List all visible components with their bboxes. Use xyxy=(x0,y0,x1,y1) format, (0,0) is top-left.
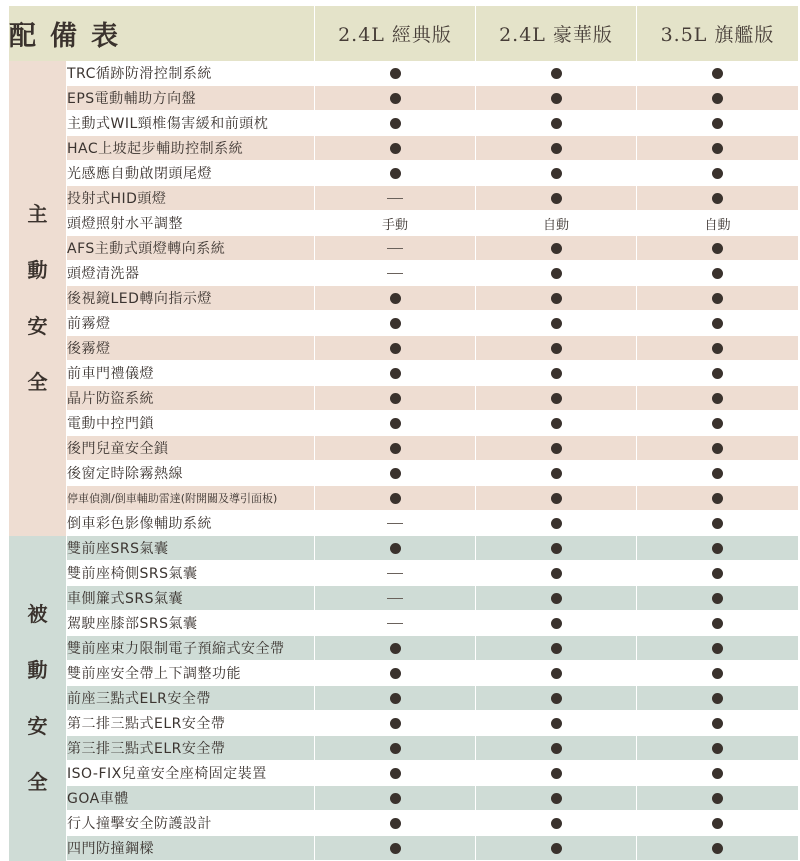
feature-name: 光感應自動啟閉頭尾燈 xyxy=(67,161,315,186)
standard-dot-icon xyxy=(712,93,723,104)
feature-name: 前霧燈 xyxy=(67,311,315,336)
not-available-cell xyxy=(315,261,476,286)
standard-dot-icon xyxy=(551,118,562,129)
standard-dot-cell xyxy=(315,436,476,461)
table-row xyxy=(9,186,799,211)
standard-dot-icon xyxy=(712,743,723,754)
standard-dot-icon xyxy=(551,143,562,154)
standard-dot-cell xyxy=(637,161,799,186)
standard-dot-icon xyxy=(390,468,401,479)
standard-dot-icon xyxy=(551,643,562,654)
table-row xyxy=(9,586,799,611)
table-row xyxy=(9,361,799,386)
standard-dot-cell xyxy=(315,711,476,736)
standard-dot-cell xyxy=(637,411,799,436)
standard-dot-cell xyxy=(315,536,476,561)
standard-dot-cell xyxy=(637,186,799,211)
standard-dot-icon xyxy=(551,418,562,429)
standard-dot-cell xyxy=(476,711,637,736)
standard-dot-icon xyxy=(390,643,401,654)
feature-name: AFS主動式頭燈轉向系統 xyxy=(67,236,315,261)
category-label: 主動安全 xyxy=(27,202,48,395)
standard-dot-cell xyxy=(637,786,799,811)
table-row xyxy=(9,611,799,636)
standard-dot-cell xyxy=(637,136,799,161)
standard-dot-icon xyxy=(390,418,401,429)
table-row xyxy=(9,136,799,161)
standard-dot-icon xyxy=(551,818,562,829)
standard-dot-icon xyxy=(551,668,562,679)
standard-dot-icon xyxy=(712,593,723,604)
standard-dot-cell xyxy=(637,586,799,611)
standard-dot-icon xyxy=(551,443,562,454)
standard-dot-cell xyxy=(476,311,637,336)
table-row xyxy=(9,536,799,561)
table-title: 配備表 xyxy=(9,6,315,61)
category-active-safety xyxy=(9,61,67,536)
feature-name: EPS電動輔助方向盤 xyxy=(67,86,315,111)
standard-dot-cell xyxy=(476,386,637,411)
standard-dot-cell xyxy=(315,111,476,136)
standard-dot-icon xyxy=(390,68,401,79)
standard-dot-cell xyxy=(476,486,637,511)
feature-name: 後視鏡LED轉向指示燈 xyxy=(67,286,315,311)
standard-dot-cell xyxy=(315,361,476,386)
standard-dot-cell xyxy=(637,86,799,111)
feature-name: 前車門禮儀燈 xyxy=(67,361,315,386)
standard-dot-icon xyxy=(390,743,401,754)
standard-dot-cell xyxy=(637,736,799,761)
table-row xyxy=(9,811,799,836)
standard-dot-icon xyxy=(551,493,562,504)
dash-icon xyxy=(387,573,403,574)
standard-dot-cell xyxy=(476,161,637,186)
standard-dot-icon xyxy=(551,543,562,554)
table-row xyxy=(9,161,799,186)
standard-dot-cell xyxy=(315,661,476,686)
standard-dot-icon xyxy=(712,368,723,379)
standard-dot-icon xyxy=(712,193,723,204)
table-row xyxy=(9,436,799,461)
table-row xyxy=(9,86,799,111)
table-row xyxy=(9,711,799,736)
standard-dot-cell xyxy=(476,436,637,461)
standard-dot-cell xyxy=(315,86,476,111)
standard-dot-icon xyxy=(551,268,562,279)
standard-dot-icon xyxy=(390,368,401,379)
not-available-cell xyxy=(315,611,476,636)
table-row xyxy=(9,686,799,711)
standard-dot-cell xyxy=(476,411,637,436)
standard-dot-icon xyxy=(390,543,401,554)
standard-dot-cell xyxy=(637,611,799,636)
dash-icon xyxy=(387,273,403,274)
feature-name: 後窗定時除霧熱線 xyxy=(67,461,315,486)
standard-dot-cell xyxy=(637,261,799,286)
standard-dot-icon xyxy=(712,543,723,554)
not-available-cell xyxy=(315,511,476,536)
standard-dot-icon xyxy=(712,293,723,304)
not-available-cell xyxy=(315,236,476,261)
standard-dot-cell xyxy=(637,836,799,861)
feature-name: 雙前座安全帶上下調整功能 xyxy=(67,661,315,686)
standard-dot-icon xyxy=(390,168,401,179)
standard-dot-icon xyxy=(551,168,562,179)
standard-dot-icon xyxy=(712,268,723,279)
standard-dot-icon xyxy=(390,668,401,679)
standard-dot-cell xyxy=(315,736,476,761)
standard-dot-cell xyxy=(476,261,637,286)
standard-dot-cell xyxy=(637,111,799,136)
standard-dot-cell xyxy=(637,486,799,511)
table-row xyxy=(9,236,799,261)
standard-dot-icon xyxy=(712,518,723,529)
standard-dot-icon xyxy=(712,468,723,479)
feature-name: 第二排三點式ELR安全帶 xyxy=(67,711,315,736)
feature-name: 雙前座束力限制電子預縮式安全帶 xyxy=(67,636,315,661)
standard-dot-cell xyxy=(315,786,476,811)
not-available-cell xyxy=(315,586,476,611)
feature-name: 停車偵測/倒車輔助雷達(附開關及導引面板) xyxy=(67,486,315,511)
standard-dot-cell xyxy=(315,286,476,311)
table-row xyxy=(9,386,799,411)
value-text: 手動 xyxy=(381,217,408,233)
standard-dot-cell xyxy=(315,336,476,361)
table-row xyxy=(9,411,799,436)
standard-dot-cell xyxy=(476,761,637,786)
standard-dot-icon xyxy=(390,693,401,704)
standard-dot-cell xyxy=(476,836,637,861)
standard-dot-cell xyxy=(637,461,799,486)
table-row xyxy=(9,311,799,336)
table-row xyxy=(9,261,799,286)
feature-name: 第三排三點式ELR安全帶 xyxy=(67,736,315,761)
standard-dot-cell xyxy=(637,686,799,711)
standard-dot-cell xyxy=(315,411,476,436)
standard-dot-icon xyxy=(551,193,562,204)
standard-dot-icon xyxy=(712,318,723,329)
standard-dot-icon xyxy=(712,68,723,79)
standard-dot-icon xyxy=(712,793,723,804)
standard-dot-icon xyxy=(712,493,723,504)
standard-dot-cell xyxy=(476,361,637,386)
equipment-table xyxy=(8,6,799,861)
feature-name: HAC上坡起步輔助控制系統 xyxy=(67,136,315,161)
standard-dot-cell xyxy=(315,486,476,511)
standard-dot-icon xyxy=(712,668,723,679)
standard-dot-icon xyxy=(551,518,562,529)
standard-dot-cell xyxy=(637,661,799,686)
standard-dot-icon xyxy=(390,343,401,354)
feature-name: 四門防撞鋼樑 xyxy=(67,836,315,861)
dash-icon xyxy=(387,198,403,199)
feature-name: 頭燈照射水平調整 xyxy=(67,211,315,236)
dash-icon xyxy=(387,598,403,599)
standard-dot-cell xyxy=(637,236,799,261)
feature-name: 後霧燈 xyxy=(67,336,315,361)
table-row xyxy=(9,736,799,761)
standard-dot-icon xyxy=(390,118,401,129)
standard-dot-cell xyxy=(476,561,637,586)
value-text-cell xyxy=(476,211,637,236)
feature-name: 前座三點式ELR安全帶 xyxy=(67,686,315,711)
version-header-3: 3.5L 旗艦版 xyxy=(637,6,799,61)
standard-dot-icon xyxy=(551,743,562,754)
standard-dot-icon xyxy=(551,243,562,254)
table-row xyxy=(9,836,799,861)
standard-dot-cell xyxy=(637,436,799,461)
standard-dot-cell xyxy=(637,511,799,536)
standard-dot-icon xyxy=(551,843,562,854)
standard-dot-icon xyxy=(712,568,723,579)
feature-name: 電動中控門鎖 xyxy=(67,411,315,436)
standard-dot-cell xyxy=(476,236,637,261)
standard-dot-cell xyxy=(637,61,799,86)
table-body xyxy=(9,61,799,861)
standard-dot-cell xyxy=(476,661,637,686)
standard-dot-cell xyxy=(637,361,799,386)
standard-dot-icon xyxy=(712,618,723,629)
standard-dot-cell xyxy=(476,336,637,361)
standard-dot-icon xyxy=(551,393,562,404)
standard-dot-icon xyxy=(390,443,401,454)
standard-dot-icon xyxy=(390,793,401,804)
table-row xyxy=(9,461,799,486)
standard-dot-cell xyxy=(315,761,476,786)
table-row xyxy=(9,636,799,661)
standard-dot-icon xyxy=(551,343,562,354)
standard-dot-cell xyxy=(315,311,476,336)
feature-name: 頭燈清洗器 xyxy=(67,261,315,286)
standard-dot-cell xyxy=(476,461,637,486)
standard-dot-icon xyxy=(390,493,401,504)
table-row xyxy=(9,761,799,786)
standard-dot-cell xyxy=(637,561,799,586)
standard-dot-icon xyxy=(551,793,562,804)
standard-dot-icon xyxy=(390,768,401,779)
feature-name: 後門兒童安全鎖 xyxy=(67,436,315,461)
table-row xyxy=(9,786,799,811)
standard-dot-cell xyxy=(637,336,799,361)
standard-dot-icon xyxy=(712,393,723,404)
standard-dot-icon xyxy=(712,693,723,704)
standard-dot-icon xyxy=(390,818,401,829)
version-header-2: 2.4L 豪華版 xyxy=(476,6,637,61)
standard-dot-cell xyxy=(476,586,637,611)
standard-dot-icon xyxy=(551,693,562,704)
feature-name: ISO-FIX兒童安全座椅固定裝置 xyxy=(67,761,315,786)
standard-dot-cell xyxy=(476,511,637,536)
standard-dot-cell xyxy=(476,111,637,136)
feature-name: TRC循跡防滑控制系統 xyxy=(67,61,315,86)
standard-dot-cell xyxy=(637,811,799,836)
standard-dot-cell xyxy=(637,636,799,661)
standard-dot-icon xyxy=(551,718,562,729)
feature-name: 車側簾式SRS氣囊 xyxy=(67,586,315,611)
standard-dot-cell xyxy=(476,61,637,86)
dash-icon xyxy=(387,623,403,624)
feature-name: GOA車體 xyxy=(67,786,315,811)
standard-dot-icon xyxy=(712,818,723,829)
standard-dot-cell xyxy=(476,536,637,561)
table-row xyxy=(9,286,799,311)
standard-dot-icon xyxy=(712,843,723,854)
table-row xyxy=(9,61,799,86)
standard-dot-icon xyxy=(712,718,723,729)
standard-dot-icon xyxy=(551,768,562,779)
standard-dot-cell xyxy=(315,136,476,161)
standard-dot-icon xyxy=(390,93,401,104)
standard-dot-cell xyxy=(315,811,476,836)
feature-name: 駕駛座膝部SRS氣囊 xyxy=(67,611,315,636)
standard-dot-icon xyxy=(712,118,723,129)
value-text: 自動 xyxy=(704,217,731,233)
standard-dot-cell xyxy=(315,461,476,486)
standard-dot-cell xyxy=(315,636,476,661)
table-row xyxy=(9,561,799,586)
standard-dot-icon xyxy=(551,293,562,304)
feature-name: 雙前座椅側SRS氣囊 xyxy=(67,561,315,586)
standard-dot-cell xyxy=(315,836,476,861)
category-passive-safety xyxy=(9,536,67,861)
feature-name: 行人撞擊安全防護設計 xyxy=(67,811,315,836)
standard-dot-icon xyxy=(712,418,723,429)
standard-dot-cell xyxy=(476,286,637,311)
category-label: 被動安全 xyxy=(27,602,48,794)
dash-icon xyxy=(387,523,403,524)
table-row xyxy=(9,111,799,136)
standard-dot-icon xyxy=(551,93,562,104)
table-row xyxy=(9,661,799,686)
dash-icon xyxy=(387,248,403,249)
standard-dot-cell xyxy=(637,386,799,411)
standard-dot-cell xyxy=(476,811,637,836)
standard-dot-icon xyxy=(390,143,401,154)
standard-dot-cell xyxy=(315,386,476,411)
standard-dot-icon xyxy=(712,243,723,254)
standard-dot-cell xyxy=(476,786,637,811)
feature-name: 雙前座SRS氣囊 xyxy=(67,536,315,561)
standard-dot-icon xyxy=(551,318,562,329)
not-available-cell xyxy=(315,561,476,586)
standard-dot-icon xyxy=(390,293,401,304)
feature-name: 晶片防盜系統 xyxy=(67,386,315,411)
value-text: 自動 xyxy=(542,217,569,233)
standard-dot-cell xyxy=(476,686,637,711)
standard-dot-icon xyxy=(390,393,401,404)
standard-dot-cell xyxy=(476,186,637,211)
standard-dot-icon xyxy=(390,318,401,329)
feature-name: 投射式HID頭燈 xyxy=(67,186,315,211)
standard-dot-cell xyxy=(637,536,799,561)
standard-dot-icon xyxy=(390,843,401,854)
table-row xyxy=(9,511,799,536)
feature-name: 主動式WIL頸椎傷害緩和前頭枕 xyxy=(67,111,315,136)
standard-dot-cell xyxy=(315,61,476,86)
standard-dot-icon xyxy=(712,168,723,179)
version-header-1: 2.4L 經典版 xyxy=(315,6,476,61)
standard-dot-icon xyxy=(551,568,562,579)
standard-dot-icon xyxy=(551,593,562,604)
standard-dot-icon xyxy=(712,768,723,779)
standard-dot-cell xyxy=(637,286,799,311)
feature-name: 倒車彩色影像輔助系統 xyxy=(67,511,315,536)
standard-dot-cell xyxy=(637,311,799,336)
standard-dot-icon xyxy=(551,468,562,479)
standard-dot-icon xyxy=(551,368,562,379)
standard-dot-cell xyxy=(315,686,476,711)
table-row xyxy=(9,211,799,236)
standard-dot-icon xyxy=(712,643,723,654)
table-row xyxy=(9,336,799,361)
table-row xyxy=(9,486,799,511)
standard-dot-cell xyxy=(476,86,637,111)
standard-dot-icon xyxy=(712,343,723,354)
value-text-cell xyxy=(315,211,476,236)
standard-dot-cell xyxy=(476,136,637,161)
standard-dot-icon xyxy=(551,68,562,79)
header-row xyxy=(9,6,799,61)
standard-dot-icon xyxy=(390,718,401,729)
standard-dot-cell xyxy=(315,161,476,186)
value-text-cell xyxy=(637,211,799,236)
standard-dot-cell xyxy=(476,636,637,661)
standard-dot-icon xyxy=(712,143,723,154)
standard-dot-cell xyxy=(637,761,799,786)
standard-dot-icon xyxy=(551,618,562,629)
standard-dot-cell xyxy=(476,736,637,761)
not-available-cell xyxy=(315,186,476,211)
standard-dot-cell xyxy=(476,611,637,636)
standard-dot-cell xyxy=(637,711,799,736)
standard-dot-icon xyxy=(712,443,723,454)
